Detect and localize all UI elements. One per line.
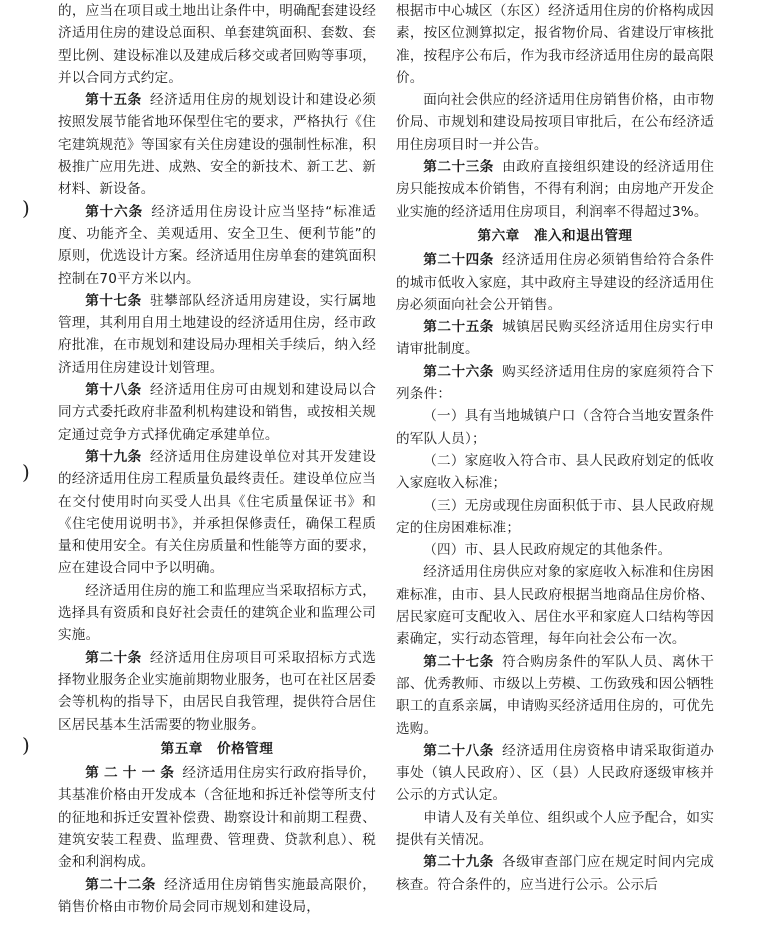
article-paragraph <box>396 651 714 740</box>
article-paragraph <box>58 762 376 873</box>
article-number: 第二十六条 <box>423 363 494 380</box>
condition-item <box>396 539 714 561</box>
paragraph <box>58 580 376 647</box>
article-paragraph <box>58 874 376 919</box>
article-paragraph <box>58 647 376 736</box>
paragraph-text: 由政府直接组织建设的经济适用住房只能按成本价销售，不得有利润；由房地产开发企业实施的经济适用住房项目，利润率不得超过3%。 <box>396 159 715 220</box>
paragraph-text: （一）具有当地城镇户口（含符合当地安置条件的军队人员）； <box>396 408 714 447</box>
paragraph-text: 经济适用住房的规划设计和建设必须按照发展节能省地环保型住宅的要求，严格执行《住宅建筑规范》等国家有关住房建设的强制性标准，积极推广应用先进、成熟、安全的新技术、新工艺、新材料、新设备。 <box>58 92 376 198</box>
paragraph-text: （三）无房或现住房面积低于市、县人民政府规定的住房困难标准； <box>396 497 714 536</box>
article-number: 第二十五条 <box>423 319 494 336</box>
article-paragraph <box>396 361 714 406</box>
paragraph-text: 城镇居民购买经济适用住房实行申请审批制度。 <box>396 319 715 358</box>
article-number: 第十九条 <box>85 448 142 465</box>
article-number: 第十六条 <box>85 203 144 220</box>
article-paragraph <box>396 740 714 807</box>
left-text-column <box>58 0 376 918</box>
continued-paragraph <box>396 0 714 89</box>
article-paragraph <box>58 290 376 379</box>
article-number: 第二十三条 <box>423 159 494 176</box>
paragraph-text: 经济适用住房项目可采取招标方式选择物业服务企业实施前期物业服务，也可在社区居委会等机构的指导下，由居民自我管理，提供符合居住区居民基本生活需要的物业服务。 <box>58 649 376 733</box>
paragraph <box>396 89 714 156</box>
article-number: 第二十九条 <box>423 854 494 871</box>
condition-item <box>396 405 714 450</box>
article-paragraph <box>396 249 714 316</box>
paragraph-text: 申请人及有关单位、组织或个人应予配合，如实提供有关情况。 <box>396 809 714 848</box>
paragraph-text: （二）家庭收入符合市、县人民政府划定的低收入家庭收入标准； <box>396 452 714 492</box>
article-number: 第二十二条 <box>85 876 156 893</box>
paragraph-text: 各级审查部门应在规定时间内完成核查。符合条件的，应当进行公示。公示后 <box>396 854 715 893</box>
condition-item <box>396 450 714 495</box>
article-paragraph <box>58 379 376 446</box>
continued-paragraph <box>58 0 376 89</box>
article-number: 第二十条 <box>85 649 142 666</box>
article-paragraph <box>58 201 376 290</box>
paragraph-text: 经济适用住房可由规划和建设局以合同方式委托政府非盈利机构建设和销售，或按相关规定通过竞争方式择优确定承建单位。 <box>58 382 376 443</box>
paragraph-text: 经济适用住房的施工和监理应当采取招标方式，选择具有资质和良好社会责任的建筑企业和监理公司实施。 <box>58 582 376 644</box>
article-paragraph <box>396 316 714 361</box>
chapter-heading: 第五章 价格管理 <box>160 740 274 757</box>
article-number: 第二十四条 <box>423 252 494 269</box>
right-text-column <box>396 0 714 896</box>
binding-hole-mark: ) <box>22 196 30 220</box>
article-paragraph <box>58 89 376 200</box>
paragraph-text: 驻攀部队经济适用房建设，实行属地管理，其利用自用土地建设的经济适用住房，经市政府批准，在市规划和建设局办理相关手续后，纳入经济适用住房建设计划管理。 <box>58 292 376 376</box>
article-number: 第二十七条 <box>423 653 494 670</box>
article-paragraph <box>396 851 714 896</box>
paragraph-text: 经济适用住房销售实施最高限价，销售价格由市物价局会同市规划和建设局， <box>58 876 377 915</box>
paragraph-text: 的，应当在项目或土地出让条件中，明确配套建设经济适用住房的建设总面积、单套建筑面积、套数、套型比例、建设标准以及建成后移交或者回购等事项，并以合同方式约定。 <box>58 3 376 86</box>
article-number: 第十八条 <box>85 382 142 399</box>
article-number: 第 二 十 一 条 <box>85 765 175 782</box>
article-number: 第十五条 <box>85 92 142 109</box>
binding-hole-mark: ) <box>22 733 30 757</box>
paragraph-text: 经济适用住房资格申请采取街道办事处（镇人民政府）、区（县）人民政府逐级审核并公示的方式认定。 <box>396 742 715 804</box>
paragraph-text: 经济适用住房实行政府指导价，其基准价格由开发成本（含征地和拆迁补偿等所支付的征地和拆迁安置补偿费、勘察设计和前期工程费、建筑安装工程费、监理费、管理费、贷款利息）、税金和利润构成。 <box>58 765 376 871</box>
paragraph-text: 购买经济适用住房的家庭须符合下列条件： <box>396 363 715 403</box>
paragraph <box>396 807 714 852</box>
article-paragraph <box>58 446 376 580</box>
article-number: 第十七条 <box>85 292 142 309</box>
paragraph-text: （四）市、县人民政府规定的其他条件。 <box>423 542 672 559</box>
paragraph-text: 经济适用住房设计应当坚持“标准适度、功能齐全、美观适用、安全卫生、便利节能”的原则，优选设计方案。经济适用住房单套的建筑面积控制在70平方米以内。 <box>58 203 376 287</box>
paragraph-text: 根据市中心城区（东区）经济适用住房的价格构成因素，按区位测算拟定，报省物价局、省建设厅审核批准，按程序公布后，作为我市经济适用住房的最高限价。 <box>396 3 714 86</box>
chapter-heading: 第六章 准入和退出管理 <box>477 227 633 244</box>
paragraph-text: 符合购房条件的军队人员、离休干部、优秀教师、市级以上劳模、工伤致残和因公牺牲职工的直系亲属，申请购买经济适用住房的，可优先选购。 <box>396 653 715 737</box>
article-number: 第二十八条 <box>423 742 494 759</box>
paragraph-text: 经济适用住房建设单位对其开发建设的经济适用住房工程质量负最终责任。建设单位应当在交付使用时向买受人出具《住宅质量保证书》和《住宅使用说明书》，并承担保修责任，确保工程质量和使用安全。有关住房质量和性能等方面的要求，应在建设合同中予以明确。 <box>58 448 376 577</box>
binding-hole-mark: ) <box>22 460 30 484</box>
paragraph-text: 经济适用住房必须销售给符合条件的城市低收入家庭，其中政府主导建设的经济适用住房必须面向社会公开销售。 <box>396 252 715 313</box>
paragraph <box>396 561 714 650</box>
article-paragraph <box>396 156 714 223</box>
paragraph-text: 经济适用住房供应对象的家庭收入标准和住房困难标准，由市、县人民政府根据当地商品住房价格、居民家庭可支配收入、居住水平和家庭人口结构等因素确定，实行动态管理，每年向社会公布一次。 <box>396 564 714 648</box>
paragraph-text: 面向社会供应的经济适用住房销售价格，由市物价局、市规划和建设局按项目审批后，在公布经济适用住房项目时一并公告。 <box>396 92 714 153</box>
condition-item <box>396 495 714 540</box>
